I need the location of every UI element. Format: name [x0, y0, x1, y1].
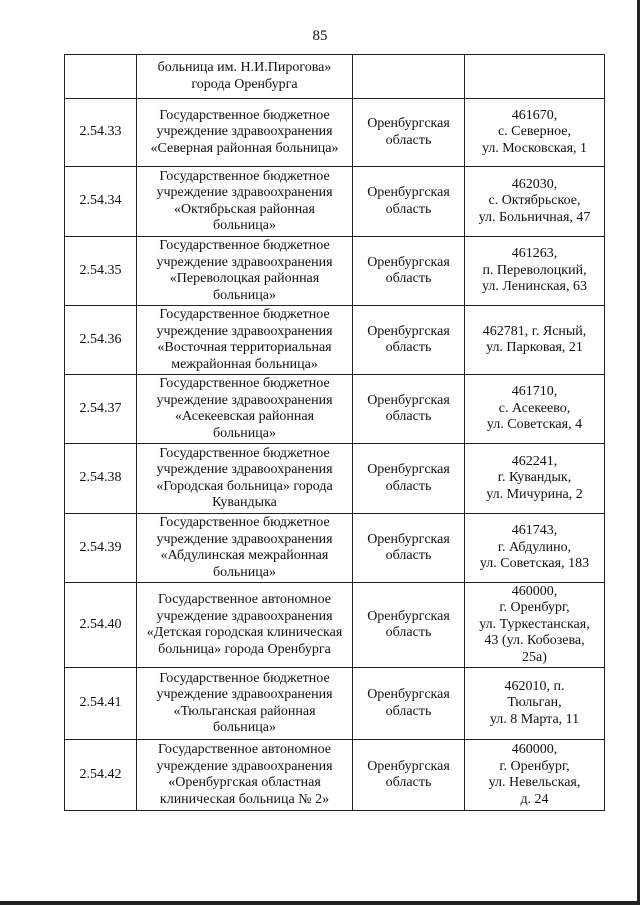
scan-edge-bottom: [0, 901, 640, 905]
region: Оренбургская область: [353, 740, 465, 811]
region: Оренбургская область: [353, 514, 465, 583]
region: [353, 55, 465, 99]
address: 462241, г. Кувандык, ул. Мичурина, 2: [465, 444, 605, 514]
row-number: 2.54.41: [65, 668, 137, 740]
region: Оренбургская область: [353, 237, 465, 306]
table-row: [65, 668, 605, 740]
table-row: [65, 583, 605, 668]
table-row: [65, 306, 605, 375]
address: 462781, г. Ясный, ул. Парковая, 21: [465, 306, 605, 375]
table-row: [65, 167, 605, 237]
institution-name: больница им. Н.И.Пирогова» города Оренбурга: [137, 55, 353, 99]
region: Оренбургская область: [353, 583, 465, 668]
address: 461710, с. Асекеево, ул. Советская, 4: [465, 375, 605, 444]
region: Оренбургская область: [353, 99, 465, 167]
address: 461670, с. Северное, ул. Московская, 1: [465, 99, 605, 167]
institution-name: Государственное автономное учреждение здравоохранения «Детская городская клиническая больница» города Оренбурга: [137, 583, 353, 668]
institution-name: Государственное бюджетное учреждение здравоохранения «Городская больница» города Кувандыка: [137, 444, 353, 514]
address: 461263, п. Переволоцкий, ул. Ленинская, 63: [465, 237, 605, 306]
row-number: 2.54.40: [65, 583, 137, 668]
registry-table: [64, 54, 605, 811]
table-row: [65, 237, 605, 306]
row-number: 2.54.36: [65, 306, 137, 375]
row-number: [65, 55, 137, 99]
institution-name: Государственное бюджетное учреждение здравоохранения «Тюльганская районная больница»: [137, 668, 353, 740]
region: Оренбургская область: [353, 668, 465, 740]
table-row: [65, 55, 605, 99]
region: Оренбургская область: [353, 167, 465, 237]
address: 460000, г. Оренбург, ул. Туркестанская, 43 (ул. Кобозева, 25а): [465, 583, 605, 668]
row-number: 2.54.35: [65, 237, 137, 306]
institution-name: Государственное автономное учреждение здравоохранения «Оренбургская областная клиническая больница № 2»: [137, 740, 353, 811]
region: Оренбургская область: [353, 375, 465, 444]
page-number: 85: [312, 28, 328, 44]
table-row: [65, 514, 605, 583]
table-row: [65, 444, 605, 514]
row-number: 2.54.39: [65, 514, 137, 583]
table-row: [65, 99, 605, 167]
row-number: 2.54.42: [65, 740, 137, 811]
institution-name: Государственное бюджетное учреждение здравоохранения «Абдулинская межрайонная больница»: [137, 514, 353, 583]
row-number: 2.54.37: [65, 375, 137, 444]
institution-name: Государственное бюджетное учреждение здравоохранения «Северная районная больница»: [137, 99, 353, 167]
table-row: [65, 740, 605, 811]
institution-name: Государственное бюджетное учреждение здравоохранения «Асекеевская районная больница»: [137, 375, 353, 444]
institution-name: Государственное бюджетное учреждение здравоохранения «Восточная территориальная межрайонная больница»: [137, 306, 353, 375]
region: Оренбургская область: [353, 306, 465, 375]
institution-name: Государственное бюджетное учреждение здравоохранения «Октябрьская районная больница»: [137, 167, 353, 237]
institution-name: Государственное бюджетное учреждение здравоохранения «Переволоцкая районная больница»: [137, 237, 353, 306]
row-number: 2.54.33: [65, 99, 137, 167]
address: 460000, г. Оренбург, ул. Невельская, д. 24: [465, 740, 605, 811]
row-number: 2.54.34: [65, 167, 137, 237]
address: 461743, г. Абдулино, ул. Советская, 183: [465, 514, 605, 583]
address: [465, 55, 605, 99]
address: 462030, с. Октябрьское, ул. Больничная, 47: [465, 167, 605, 237]
table-row: [65, 375, 605, 444]
region: Оренбургская область: [353, 444, 465, 514]
row-number: 2.54.38: [65, 444, 137, 514]
address: 462010, п. Тюльган, ул. 8 Марта, 11: [465, 668, 605, 740]
